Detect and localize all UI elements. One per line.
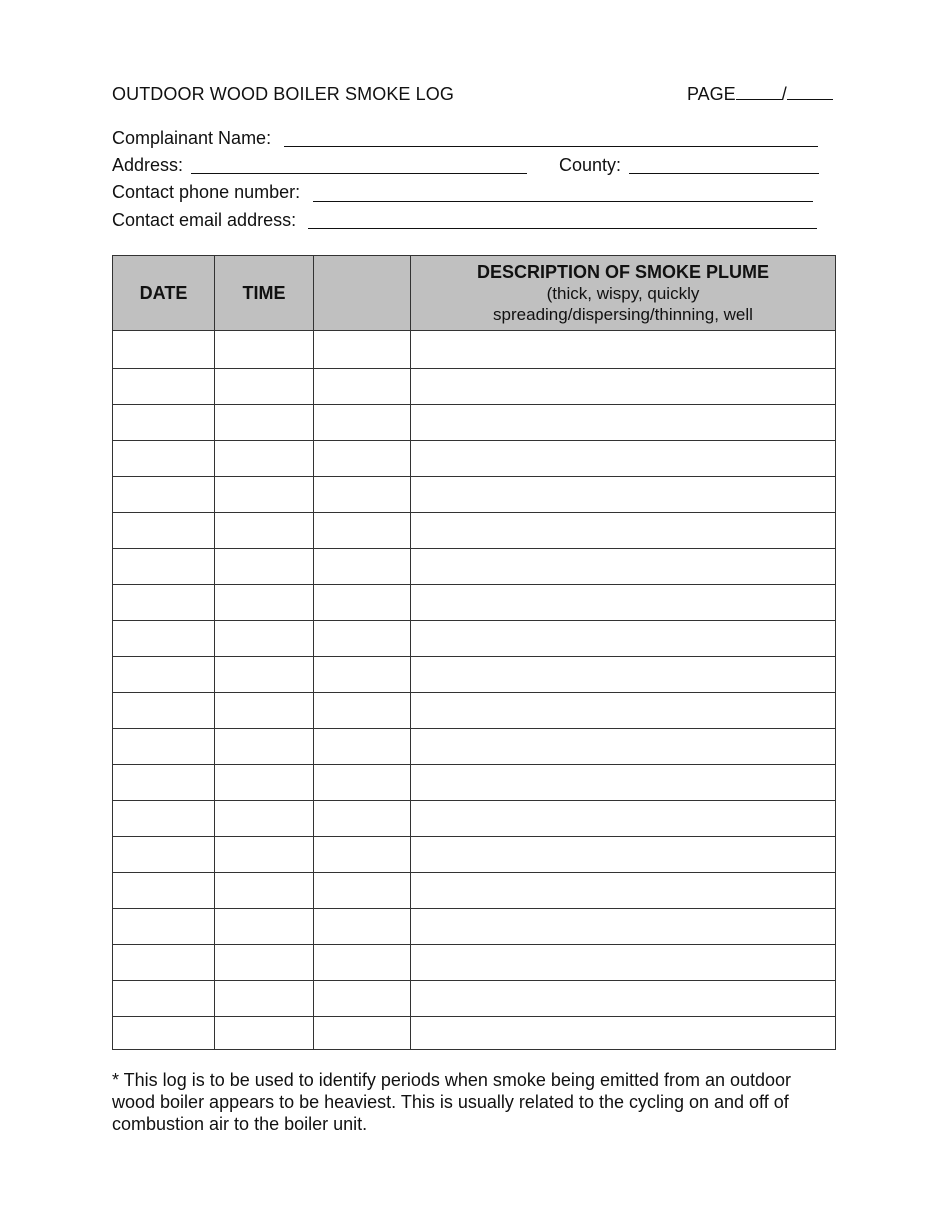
description-cell[interactable] [411, 945, 836, 981]
page-separator: / [781, 84, 787, 104]
blank-cell[interactable] [314, 405, 411, 441]
email-line[interactable] [308, 228, 817, 229]
table-row [113, 549, 836, 585]
description-cell[interactable] [411, 477, 836, 513]
time-cell[interactable] [215, 657, 314, 693]
description-cell[interactable] [411, 981, 836, 1017]
time-cell[interactable] [215, 693, 314, 729]
date-cell[interactable] [113, 513, 215, 549]
description-cell[interactable] [411, 369, 836, 405]
page-number-field [687, 84, 833, 105]
column-header-blank [314, 256, 411, 331]
date-cell[interactable] [113, 585, 215, 621]
table-row [113, 585, 836, 621]
time-cell[interactable] [215, 441, 314, 477]
table-row [113, 945, 836, 981]
date-cell[interactable] [113, 405, 215, 441]
county-line[interactable] [629, 173, 819, 174]
description-cell[interactable] [411, 729, 836, 765]
date-cell[interactable] [113, 331, 215, 369]
address-line[interactable] [191, 173, 527, 174]
column-header-description [411, 256, 836, 331]
table-row [113, 873, 836, 909]
time-cell[interactable] [215, 801, 314, 837]
blank-cell[interactable] [314, 621, 411, 657]
date-cell[interactable] [113, 765, 215, 801]
description-cell[interactable] [411, 549, 836, 585]
table-row [113, 369, 836, 405]
table-row [113, 405, 836, 441]
blank-cell[interactable] [314, 693, 411, 729]
description-header-sub-2: spreading/dispersing/thinning, well [493, 304, 753, 324]
time-cell[interactable] [215, 981, 314, 1017]
time-cell[interactable] [215, 369, 314, 405]
description-cell[interactable] [411, 331, 836, 369]
time-cell[interactable] [215, 765, 314, 801]
description-header-title: DESCRIPTION OF SMOKE PLUME [476, 261, 770, 282]
description-cell[interactable] [411, 765, 836, 801]
time-cell[interactable] [215, 331, 314, 369]
address-label: Address: [112, 155, 184, 175]
blank-cell[interactable] [314, 513, 411, 549]
time-cell[interactable] [215, 1017, 314, 1050]
phone-line[interactable] [313, 201, 813, 202]
date-cell[interactable] [113, 477, 215, 513]
smoke-log-table [112, 255, 836, 1050]
date-cell[interactable] [113, 837, 215, 873]
date-cell[interactable] [113, 1017, 215, 1050]
description-cell[interactable] [411, 405, 836, 441]
description-cell[interactable] [411, 693, 836, 729]
blank-cell[interactable] [314, 765, 411, 801]
blank-cell[interactable] [314, 981, 411, 1017]
blank-cell[interactable] [314, 441, 411, 477]
county-label: County: [559, 155, 622, 175]
blank-cell[interactable] [314, 837, 411, 873]
table-row [113, 1017, 836, 1050]
date-cell[interactable] [113, 369, 215, 405]
description-header-sub-1: (thick, wispy, quickly [546, 283, 700, 303]
form-title: OUTDOOR WOOD BOILER SMOKE LOG [112, 84, 454, 104]
blank-cell[interactable] [314, 585, 411, 621]
time-cell[interactable] [215, 549, 314, 585]
email-label: Contact email address: [112, 210, 297, 230]
time-cell[interactable] [215, 513, 314, 549]
description-cell[interactable] [411, 585, 836, 621]
table-row [113, 909, 836, 945]
time-cell[interactable] [215, 621, 314, 657]
blank-cell[interactable] [314, 873, 411, 909]
table-row [113, 837, 836, 873]
page-current-blank[interactable] [736, 85, 782, 100]
blank-cell[interactable] [314, 945, 411, 981]
date-cell[interactable] [113, 549, 215, 585]
description-cell[interactable] [411, 873, 836, 909]
description-cell[interactable] [411, 837, 836, 873]
time-cell[interactable] [215, 585, 314, 621]
blank-cell[interactable] [314, 729, 411, 765]
date-cell[interactable] [113, 729, 215, 765]
description-cell[interactable] [411, 909, 836, 945]
table-row [113, 621, 836, 657]
date-cell[interactable] [113, 621, 215, 657]
blank-cell[interactable] [314, 1017, 411, 1050]
blank-cell[interactable] [314, 657, 411, 693]
table-row [113, 765, 836, 801]
table-body [113, 331, 836, 1050]
date-cell[interactable] [113, 945, 215, 981]
column-header-date: DATE [113, 256, 215, 331]
time-cell[interactable] [215, 477, 314, 513]
date-cell[interactable] [113, 981, 215, 1017]
description-cell[interactable] [411, 513, 836, 549]
table-row [113, 441, 836, 477]
description-cell[interactable] [411, 801, 836, 837]
date-cell[interactable] [113, 873, 215, 909]
time-cell[interactable] [215, 873, 314, 909]
blank-cell[interactable] [314, 331, 411, 369]
description-cell[interactable] [411, 657, 836, 693]
table-row [113, 729, 836, 765]
date-cell[interactable] [113, 657, 215, 693]
description-cell[interactable] [411, 1017, 836, 1050]
time-cell[interactable] [215, 729, 314, 765]
date-cell[interactable] [113, 909, 215, 945]
table-row [113, 657, 836, 693]
page-total-blank[interactable] [787, 85, 833, 100]
page-label: PAGE [687, 84, 736, 104]
table-row [113, 981, 836, 1017]
blank-cell[interactable] [314, 477, 411, 513]
description-cell[interactable] [411, 621, 836, 657]
time-cell[interactable] [215, 405, 314, 441]
date-cell[interactable] [113, 693, 215, 729]
time-cell[interactable] [215, 945, 314, 981]
complainant-name-line[interactable] [284, 146, 818, 147]
table-row [113, 331, 836, 369]
blank-cell[interactable] [314, 549, 411, 585]
table-row [113, 801, 836, 837]
table-row [113, 477, 836, 513]
column-header-time: TIME [215, 256, 314, 331]
date-cell[interactable] [113, 441, 215, 477]
table-row [113, 693, 836, 729]
description-cell[interactable] [411, 441, 836, 477]
blank-cell[interactable] [314, 369, 411, 405]
blank-cell[interactable] [314, 801, 411, 837]
time-cell[interactable] [215, 909, 314, 945]
footnote: * This log is to be used to identify periods when smoke being emitted from an outdoor wood boiler appears to be heaviest. This is usually related to the cycling on and off of combustion air to the boiler unit. [112, 1070, 792, 1134]
phone-label: Contact phone number: [112, 182, 301, 202]
time-cell[interactable] [215, 837, 314, 873]
blank-cell[interactable] [314, 909, 411, 945]
complainant-name-label: Complainant Name: [112, 128, 272, 148]
table-row [113, 513, 836, 549]
table-header-row [113, 256, 836, 331]
date-cell[interactable] [113, 801, 215, 837]
